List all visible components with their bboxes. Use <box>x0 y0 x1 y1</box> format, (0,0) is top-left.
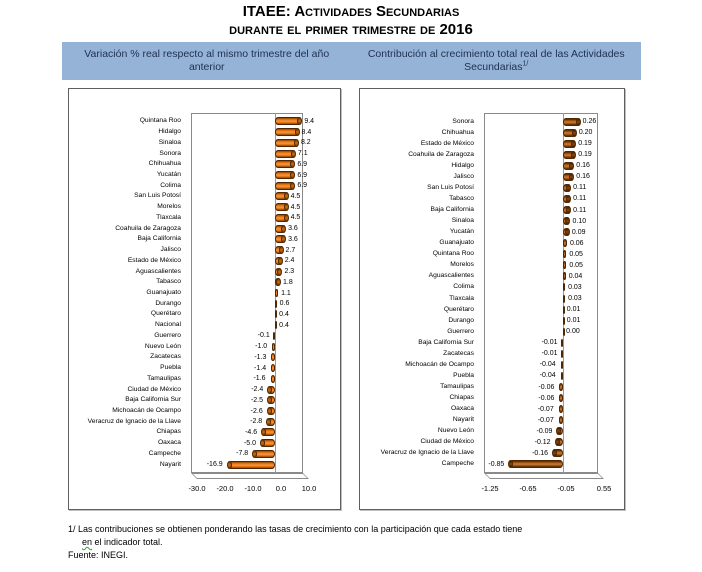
value-label: 1.8 <box>283 278 293 286</box>
value-label: 0.16 <box>576 162 590 170</box>
bar <box>563 228 569 236</box>
value-label: 2.3 <box>284 268 295 276</box>
bar-end-cap <box>284 192 289 200</box>
category-label: Querétaro <box>150 310 181 318</box>
bar <box>275 246 283 254</box>
bar-end-cap <box>260 439 265 447</box>
value-label: 0.03 <box>568 283 582 291</box>
value-label: 8.2 <box>300 139 311 147</box>
category-label: Hidalgo <box>158 128 181 136</box>
bar-end-cap <box>266 418 271 426</box>
value-label: -2.6 <box>250 407 263 415</box>
value-label: 0.16 <box>576 173 590 181</box>
bar <box>563 151 575 159</box>
category-label: Aguascalientes <box>428 272 474 280</box>
category-label: Aguascalientes <box>135 267 181 275</box>
footnote-marker-superscript: 1/ <box>522 60 529 68</box>
bar <box>275 278 280 286</box>
title-line1: ITAEE: Actividades Secundarias <box>242 3 460 20</box>
category-label: Tabasco <box>156 278 181 286</box>
category-label: Sonora <box>159 149 181 157</box>
bar <box>268 386 275 394</box>
bar <box>559 383 563 391</box>
bar <box>559 394 563 402</box>
bar-end-cap <box>252 450 257 458</box>
bar <box>275 192 288 200</box>
value-label: -5.0 <box>243 439 256 447</box>
left-panel-header <box>62 42 352 80</box>
value-label: 3.6 <box>288 235 298 243</box>
x-tick-label: 10.0 <box>301 484 317 493</box>
value-label: -1.0 <box>255 343 268 351</box>
value-label: -2.4 <box>251 386 264 394</box>
value-label: -0.04 <box>539 361 556 369</box>
value-label: -1.6 <box>253 375 266 383</box>
bar <box>271 364 275 372</box>
category-label: Guanajuato <box>439 239 474 247</box>
value-label: 0.11 <box>573 195 587 203</box>
value-label: 0.11 <box>573 184 587 192</box>
header-band <box>62 42 641 80</box>
footnote-line2 <box>68 536 643 549</box>
category-label: Baja California <box>430 206 474 214</box>
category-label: Chiapas <box>449 394 474 402</box>
category-label: Chiapas <box>156 428 181 436</box>
category-label: Quintana Roo <box>139 117 181 125</box>
category-label: Chihuahua <box>148 160 181 168</box>
category-label: Tlaxcala <box>449 294 474 302</box>
value-label: -0.07 <box>537 405 554 413</box>
bar <box>275 257 282 265</box>
category-label: Morelos <box>450 261 474 269</box>
source-line: Fuente: INEGI. <box>68 550 129 560</box>
value-label: 6.9 <box>297 160 308 168</box>
bar-end-cap <box>571 140 576 148</box>
bar <box>563 239 567 247</box>
bar <box>553 449 563 457</box>
bar <box>563 118 579 126</box>
category-label: Estado de México <box>127 256 181 264</box>
bar-end-cap <box>267 386 272 394</box>
bar <box>275 289 278 297</box>
x-tick-label: -1.25 <box>481 484 499 493</box>
bar <box>563 317 565 325</box>
value-label: 0.04 <box>568 272 583 280</box>
bar <box>228 461 275 469</box>
footnote-flagged-word: en <box>82 537 93 547</box>
value-label: 0.10 <box>572 217 587 225</box>
category-label: Morelos <box>157 203 181 211</box>
bar-end-cap <box>576 118 581 126</box>
category-label: Colima <box>453 283 474 291</box>
category-label: Estado de México <box>420 139 474 147</box>
value-label: 6.9 <box>297 171 308 179</box>
category-label: Nayarit <box>452 416 474 424</box>
category-label: Guerrero <box>154 331 181 339</box>
category-label: San Luis Potosí <box>427 183 474 191</box>
value-label: 2.4 <box>284 257 295 265</box>
bar <box>275 300 277 308</box>
bar <box>275 225 285 233</box>
bar <box>275 268 281 276</box>
category-label: Puebla <box>453 371 474 379</box>
category-label: Michoacán de Ocampo <box>112 407 181 414</box>
bar-end-cap <box>556 427 561 435</box>
bar <box>563 283 565 291</box>
bar <box>275 139 298 147</box>
value-label: -0.01 <box>541 339 558 347</box>
value-label: 0.6 <box>279 300 290 308</box>
category-label: Coahuila de Zaragoza <box>115 224 181 232</box>
category-label: Zacatecas <box>150 353 181 361</box>
bar <box>262 428 275 436</box>
footnote <box>68 523 643 562</box>
category-label: Baja California Sur <box>418 338 474 346</box>
category-label: Tlaxcala <box>156 213 181 221</box>
left-panel-header-text: Variación % real respecto al mismo trimestre del año anterior <box>84 48 330 73</box>
value-label: 0.11 <box>573 206 587 214</box>
value-label: 0.05 <box>569 250 583 258</box>
category-label: San Luis Potosí <box>134 192 181 200</box>
x-tick-label: -0.05 <box>557 484 575 493</box>
bar <box>271 353 275 361</box>
category-label: Campeche <box>441 460 474 468</box>
category-label: Michoacán de Ocampo <box>405 360 474 368</box>
right-panel-header-text: Contribución al crecimiento total real de las Actividades Secundarias$^{1/}$ <box>367 48 625 73</box>
right-panel-header <box>352 42 642 80</box>
category-label: Tabasco <box>449 194 474 202</box>
bar <box>261 439 275 447</box>
bar <box>559 405 563 413</box>
bar-end-cap <box>571 151 576 159</box>
bar <box>559 416 563 424</box>
bar <box>563 173 573 181</box>
bar <box>275 150 295 158</box>
bar <box>253 450 275 458</box>
bar-end-cap <box>291 150 296 158</box>
bar <box>267 418 275 426</box>
bar <box>273 332 275 340</box>
bar <box>563 184 570 192</box>
bar <box>268 407 275 415</box>
category-label: Yucatán <box>156 171 181 178</box>
value-label: -0.07 <box>537 416 554 424</box>
category-label: Tamaulipas <box>147 374 181 382</box>
category-label: Ciudad de México <box>420 438 474 446</box>
x-tick-label: 0.0 <box>275 484 287 493</box>
bar-end-cap <box>279 246 284 254</box>
bar <box>563 328 565 336</box>
x-tick-label: -20.0 <box>216 484 234 493</box>
value-label: -0.12 <box>534 438 551 446</box>
value-label: -0.16 <box>532 449 549 457</box>
category-label: Jalisco <box>453 172 474 180</box>
value-label: -4.6 <box>245 428 258 436</box>
bar <box>563 295 565 303</box>
value-label: 4.5 <box>290 203 301 211</box>
value-label: 0.09 <box>571 228 586 236</box>
bar <box>563 272 566 280</box>
category-label: Durango <box>155 299 181 307</box>
value-label: 4.5 <box>290 192 301 200</box>
category-label: Zacatecas <box>443 349 474 357</box>
category-label: Puebla <box>160 364 181 372</box>
value-label: -1.3 <box>254 353 267 361</box>
category-label: Hidalgo <box>451 161 474 169</box>
value-label: 0.19 <box>578 140 592 148</box>
value-label: 0.05 <box>569 261 583 269</box>
bar <box>275 235 285 243</box>
x-tick-label: -30.0 <box>188 484 206 493</box>
category-label: Guanajuato <box>146 289 181 296</box>
bar <box>271 375 275 383</box>
bar <box>275 203 288 211</box>
category-label: Oaxaca <box>450 405 474 413</box>
category-label: Coahuila de Zaragoza <box>408 150 474 158</box>
bar-end-cap <box>294 139 299 147</box>
category-label: Nacional <box>154 321 181 329</box>
category-label: Tamaulipas <box>440 383 474 391</box>
value-label: 0.19 <box>578 151 592 159</box>
bar-end-cap <box>278 257 283 265</box>
category-label: Durango <box>448 316 474 324</box>
bar-end-cap <box>261 428 266 436</box>
bar-end-cap <box>552 449 557 457</box>
category-label: Oaxaca <box>157 439 181 447</box>
bar <box>275 128 299 136</box>
plot-floor <box>191 473 309 479</box>
bar <box>563 217 569 225</box>
value-label: 0.4 <box>279 310 289 318</box>
bar-end-cap <box>284 214 289 222</box>
x-tick-label: -10.0 <box>244 484 262 493</box>
bar <box>272 343 275 351</box>
value-label: 0.03 <box>568 295 582 303</box>
bar <box>563 162 573 170</box>
bar <box>561 339 563 347</box>
value-label: -0.04 <box>539 372 556 380</box>
category-label: Sinaloa <box>158 138 181 146</box>
value-label: -16.9 <box>206 461 223 469</box>
category-label: Sonora <box>452 117 474 125</box>
category-label: Ciudad de México <box>127 385 181 393</box>
category-label: Nayarit <box>159 460 181 468</box>
bar <box>275 171 294 179</box>
bar <box>563 306 565 314</box>
bar <box>275 214 288 222</box>
category-label: Veracruz de Ignacio de la Llave <box>380 449 474 457</box>
bar <box>275 182 294 190</box>
category-label: Querétaro <box>443 305 474 313</box>
value-label: -1.4 <box>254 364 267 372</box>
value-label: -7.8 <box>236 450 249 458</box>
footnote-line1: 1/ Las contribuciones se obtienen ponderando las tasas de crecimiento con la participación que cada estado tiene <box>68 524 523 534</box>
value-label: 2.7 <box>285 246 296 254</box>
value-label: 4.5 <box>290 214 301 222</box>
bar <box>561 361 564 369</box>
bar <box>509 460 563 468</box>
value-label: 0.4 <box>279 321 289 329</box>
value-label: -0.06 <box>538 394 555 402</box>
category-label: Yucatán <box>449 228 474 236</box>
bar-end-cap <box>555 438 560 446</box>
footnote-line2-rest: el indicador total. <box>92 537 163 547</box>
page-title <box>0 3 702 39</box>
bar-end-cap <box>267 396 272 404</box>
bar-end-cap <box>267 407 272 415</box>
bar <box>275 117 301 125</box>
bar-end-cap <box>508 460 513 468</box>
bar <box>563 140 575 148</box>
bar-end-cap <box>565 228 570 236</box>
category-label: Sinaloa <box>451 217 474 225</box>
x-tick-label: 0.55 <box>596 484 612 493</box>
value-label: 0.01 <box>566 306 581 314</box>
bar-end-cap <box>572 129 577 137</box>
bar <box>275 160 294 168</box>
category-label: Quintana Roo <box>432 250 474 258</box>
category-label: Baja California Sur <box>125 396 181 404</box>
bar <box>561 350 563 358</box>
bar <box>275 321 277 329</box>
value-label: 0.00 <box>566 328 580 336</box>
title-line2: durante el primer trimestre de 2016 <box>229 21 473 38</box>
x-tick-label: -0.65 <box>519 484 537 493</box>
category-label: Jalisco <box>160 246 181 254</box>
value-label: -0.06 <box>538 383 555 391</box>
value-label: 0.06 <box>569 239 584 247</box>
category-label: Baja California <box>137 235 181 243</box>
value-label: 1.1 <box>281 289 291 297</box>
value-label: -0.85 <box>488 460 505 468</box>
category-label: Colima <box>160 181 181 189</box>
bar <box>563 129 576 137</box>
bar-end-cap <box>284 203 289 211</box>
category-label: Veracruz de Ignacio de la Llave <box>87 417 181 425</box>
value-label: -0.01 <box>541 350 558 358</box>
value-label: 0.26 <box>582 118 597 126</box>
contribution-chart <box>359 88 625 510</box>
value-label: 0.01 <box>566 317 581 325</box>
value-label: 6.9 <box>297 182 308 190</box>
value-label: -2.5 <box>250 396 263 404</box>
bar <box>561 372 564 380</box>
bar <box>563 206 570 214</box>
category-label: Campeche <box>148 449 181 457</box>
value-label: -0.1 <box>257 332 270 340</box>
variation-chart <box>68 88 341 510</box>
value-label: 9.4 <box>304 117 315 125</box>
category-label: Nuevo León <box>144 342 181 350</box>
bar-end-cap <box>295 128 300 136</box>
value-label: -2.8 <box>250 418 263 426</box>
value-label: 8.4 <box>301 128 312 136</box>
category-label: Chihuahua <box>441 128 474 136</box>
value-label: -0.09 <box>536 427 553 435</box>
value-label: 3.6 <box>288 225 298 233</box>
value-label: 7.1 <box>297 150 308 158</box>
bar-end-cap <box>227 461 232 469</box>
bar-end-cap <box>281 225 286 233</box>
value-label: 0.20 <box>578 129 593 137</box>
category-label: Guerrero <box>447 327 474 335</box>
bar <box>275 310 277 318</box>
bar <box>563 195 570 203</box>
plot-floor <box>484 473 604 479</box>
category-label: Nuevo León <box>437 427 474 435</box>
